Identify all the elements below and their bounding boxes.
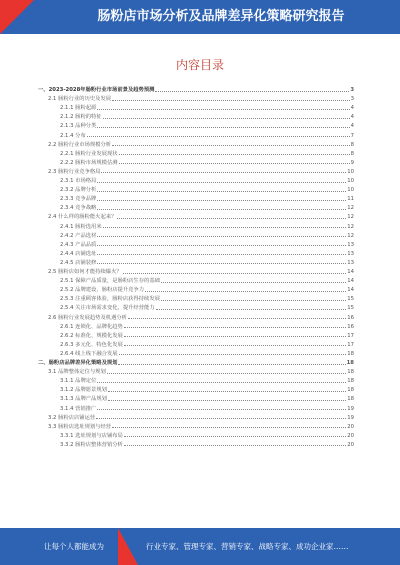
- toc-page-number: 10: [347, 168, 354, 175]
- toc-entry[interactable]: [60, 395, 354, 404]
- toc-entry[interactable]: [60, 405, 354, 414]
- toc-entry-title: 2.2.1 肠粉行业发展现状: [60, 150, 118, 157]
- toc-page-number: 14: [347, 287, 354, 294]
- toc-entry[interactable]: [60, 132, 354, 141]
- toc-entry-title: 2.4 什么样的肠粉能火起来？: [48, 214, 117, 221]
- toc-entry-title: 3.3.1 选址规划与店铺布局: [60, 432, 123, 439]
- toc-entry[interactable]: [60, 113, 354, 122]
- toc-leader-dots: [96, 417, 346, 419]
- toc-entry[interactable]: [60, 250, 354, 259]
- toc-entry-title: 2.1.2 肠粉的特征: [60, 114, 102, 121]
- toc-entry-title: 3.1.3 品牌产品规划: [60, 396, 107, 403]
- toc-leader-dots: [119, 162, 350, 164]
- toc-leader-dots: [97, 253, 346, 255]
- toc-page-number: 19: [347, 414, 354, 421]
- toc-entry-title: 2.1 肠粉行业的历史及发展: [48, 96, 112, 103]
- toc-leader-dots: [97, 190, 346, 192]
- toc-page-number: 10: [347, 178, 354, 184]
- toc-entry-title: 2.6.1 连锁化、品牌化趋势: [60, 323, 123, 330]
- toc-entry[interactable]: [60, 150, 354, 159]
- toc-entry[interactable]: [60, 432, 354, 441]
- toc-leader-dots: [97, 381, 346, 383]
- toc-entry[interactable]: [48, 268, 354, 277]
- toc-page-number: 18: [347, 378, 354, 385]
- toc-leader-dots: [97, 262, 346, 264]
- toc-page-number: 12: [347, 232, 354, 239]
- toc-leader-dots: [124, 326, 346, 328]
- toc-leader-dots: [118, 363, 345, 365]
- toc-entry[interactable]: [48, 314, 354, 323]
- toc-entry-title: 2.5.1 保障产品质量，是肠粉店生存的基础: [60, 278, 160, 285]
- toc-page-number: 19: [347, 405, 354, 412]
- toc-entry-title: 2.4.5 店铺装修: [60, 259, 97, 266]
- toc-page-number: 14: [347, 269, 354, 275]
- toc-entry-title: 3.2 肠粉店店铺运营: [48, 414, 96, 421]
- toc-entry-title: 3.1.1 品牌定位: [60, 378, 97, 385]
- toc-entry-title: 2.4.1 肠粉选用米: [60, 223, 102, 230]
- toc-page-number: 15: [347, 296, 354, 303]
- toc-entry[interactable]: [60, 204, 354, 213]
- toc-entry-title: 2.5.2 品牌建设，肠粉店提升竞争力: [60, 287, 145, 294]
- toc-leader-dots: [112, 426, 346, 428]
- toc-leader-dots: [112, 99, 350, 101]
- toc-page-number: 18: [347, 350, 354, 357]
- toc-entry[interactable]: [60, 441, 354, 450]
- toc-page-number: 12: [347, 205, 354, 212]
- toc-page-number: 17: [347, 341, 354, 348]
- toc-page-number: 20: [347, 432, 354, 439]
- toc-leader-dots: [155, 90, 349, 92]
- toc-entry[interactable]: [60, 232, 354, 241]
- toc-leader-dots: [123, 272, 347, 274]
- toc-entry-title: 2.6.2 标准化、规模化发展: [60, 332, 123, 339]
- toc-page-number: 10: [347, 187, 354, 194]
- toc-entry-title: 2.3 肠粉行业竞争格局: [48, 168, 101, 175]
- toc-entry-title: 2.6.4 线上线下融合发展: [60, 350, 118, 357]
- toc-page-number: 3: [350, 87, 354, 93]
- toc-leader-dots: [117, 217, 346, 219]
- toc-entry-title: 一、2023-2028年肠粉行业市场前景及趋势预测: [38, 87, 155, 93]
- toc-leader-dots: [97, 408, 346, 410]
- footer-slogan-left: 让每个人都能成为: [44, 542, 104, 551]
- toc-entry[interactable]: [60, 295, 354, 304]
- toc-entry-title: 2.2 肠粉行业市场规模分析: [48, 141, 112, 148]
- toc-entry[interactable]: [60, 304, 354, 313]
- toc-leader-dots: [124, 344, 346, 346]
- toc-page-number: 16: [347, 314, 354, 321]
- toc-page-number: 15: [347, 305, 354, 312]
- toc-entry-title: 2.4.2 产品选材: [60, 232, 97, 239]
- report-title: 肠粉店市场分析及品牌差异化策略研究报告: [97, 9, 345, 24]
- toc-leader-dots: [128, 317, 346, 319]
- toc-entry[interactable]: [60, 386, 354, 395]
- toc-entry[interactable]: [60, 177, 354, 186]
- toc-entry[interactable]: [60, 377, 354, 386]
- footer-slogan-right: 行业专家、管理专家、营销专家、战略专家、成功企业家……: [146, 542, 349, 551]
- toc-leader-dots: [119, 353, 347, 355]
- toc-entry[interactable]: [60, 341, 354, 350]
- toc-entry-title: 3.1.4 营销推广: [60, 405, 97, 412]
- toc-page-number: 11: [347, 196, 354, 203]
- toc-entry-title: 3.1 品牌整体定位与规划: [48, 369, 106, 376]
- toc-page-number: 20: [347, 441, 354, 448]
- toc-entry-title: 2.3.1 市场格局: [60, 178, 97, 184]
- toc-page-number: 4: [350, 114, 354, 121]
- toc-entry[interactable]: [38, 359, 354, 368]
- toc-leader-dots: [108, 399, 346, 401]
- toc-entry[interactable]: [60, 259, 354, 268]
- toc-page-number: 16: [347, 323, 354, 330]
- toc-page-number: 7: [350, 132, 354, 139]
- toc-entry-title: 3.3.2 肠粉店整体营销分析: [60, 441, 123, 448]
- toc-entry[interactable]: [60, 323, 354, 332]
- toc-page-number: 4: [350, 123, 354, 130]
- toc-leader-dots: [103, 226, 347, 228]
- toc-leader-dots: [97, 181, 346, 183]
- toc-entry[interactable]: [48, 423, 354, 432]
- toc-leader-dots: [97, 208, 346, 210]
- toc-page-number: 3: [350, 96, 354, 103]
- toc-page-number: 12: [347, 223, 354, 230]
- toc-leader-dots: [124, 435, 346, 437]
- toc-page-number: 13: [347, 259, 354, 266]
- toc-entry[interactable]: [60, 286, 354, 295]
- toc-leader-dots: [156, 308, 347, 310]
- toc-page-number: 17: [347, 332, 354, 339]
- toc-entry[interactable]: [48, 414, 354, 423]
- toc-leader-dots: [108, 390, 346, 392]
- toc-leader-dots: [101, 171, 346, 173]
- toc-page-number: 8: [350, 141, 354, 148]
- toc-entry-title: 2.3.3 竞争品牌: [60, 196, 97, 203]
- footer-accent: [118, 528, 138, 565]
- toc-leader-dots: [145, 290, 346, 292]
- toc-entry[interactable]: [48, 141, 354, 150]
- toc-entry[interactable]: [48, 368, 354, 377]
- toc-page-number: 20: [347, 423, 354, 430]
- toc-entry-title: 二、肠粉店品牌差异化策略及规划: [38, 360, 118, 366]
- table-of-contents: [0, 86, 400, 516]
- toc-entry-title: 2.5.4 关注市场需求变化，提升经营能力: [60, 305, 155, 312]
- toc-page-number: 12: [347, 214, 354, 221]
- toc-entry-title: 2.6.3 多元化、特色化发展: [60, 341, 123, 348]
- header-corner-accent: [0, 0, 34, 34]
- toc-entry-title: 3.3 肠粉店选址规划与经营: [48, 423, 112, 430]
- toc-leader-dots: [97, 244, 346, 246]
- toc-entry-title: 2.5.3 注重顾客体验，肠粉店获得持续发展: [60, 296, 160, 303]
- toc-page-number: 13: [347, 241, 354, 248]
- toc-entry-title: 2.5 肠粉店如何才能持续爆火？: [48, 269, 122, 275]
- toc-page-number: 4: [350, 105, 354, 112]
- toc-entry[interactable]: [48, 95, 354, 104]
- toc-leader-dots: [119, 153, 350, 155]
- toc-leader-dots: [124, 444, 346, 446]
- toc-entry-title: 2.3.4 竞争战略: [60, 205, 97, 212]
- toc-entry[interactable]: [60, 195, 354, 204]
- toc-leader-dots: [124, 335, 346, 337]
- toc-page-number: 18: [347, 396, 354, 403]
- toc-page-number: 9: [350, 159, 354, 166]
- toc-leader-dots: [107, 372, 346, 374]
- toc-entry-title: 3.1.2 品牌愿景规划: [60, 387, 107, 394]
- toc-entry-title: 2.2.2 肠粉市场规模估测: [60, 159, 118, 166]
- toc-entry[interactable]: [60, 241, 354, 250]
- toc-entry-title: 2.1.1 肠粉起源: [60, 105, 97, 112]
- toc-page-number: 13: [347, 250, 354, 257]
- toc-entry[interactable]: [60, 277, 354, 286]
- toc-entry[interactable]: [60, 104, 354, 113]
- toc-entry[interactable]: [60, 186, 354, 195]
- toc-page-number: 8: [350, 150, 354, 157]
- toc-entry-title: 2.4.3 产品品质: [60, 241, 97, 248]
- toc-page-number: 18: [347, 369, 354, 376]
- toc-leader-dots: [161, 299, 346, 301]
- toc-entry[interactable]: [48, 168, 354, 177]
- toc-leader-dots: [97, 108, 349, 110]
- toc-entry[interactable]: [60, 332, 354, 341]
- toc-page-number: 14: [347, 278, 354, 285]
- toc-entry[interactable]: [48, 213, 354, 222]
- toc-leader-dots: [97, 199, 346, 201]
- toc-leader-dots: [97, 126, 349, 128]
- toc-leader-dots: [103, 117, 350, 119]
- toc-entry-title: 2.6 肠粉行业发展趋势及机遇分析: [48, 314, 127, 321]
- toc-leader-dots: [87, 135, 350, 137]
- toc-entry[interactable]: [60, 223, 354, 232]
- toc-entry[interactable]: [60, 350, 354, 359]
- toc-page-number: 18: [347, 387, 354, 394]
- toc-heading: 内容目录: [175, 58, 224, 72]
- toc-entry[interactable]: [60, 159, 354, 168]
- toc-leader-dots: [112, 144, 350, 146]
- toc-entry[interactable]: [38, 86, 354, 95]
- toc-leader-dots: [161, 281, 346, 283]
- toc-entry-title: 2.1.4 分布: [60, 132, 86, 139]
- toc-page-number: 18: [346, 360, 354, 366]
- toc-leader-dots: [97, 235, 346, 237]
- toc-entry-title: 2.3.2 品牌分析: [60, 187, 97, 194]
- toc-entry-title: 2.4.4 店铺选址: [60, 250, 97, 257]
- toc-entry[interactable]: [60, 122, 354, 131]
- toc-entry-title: 2.1.3 品种分类: [60, 123, 97, 130]
